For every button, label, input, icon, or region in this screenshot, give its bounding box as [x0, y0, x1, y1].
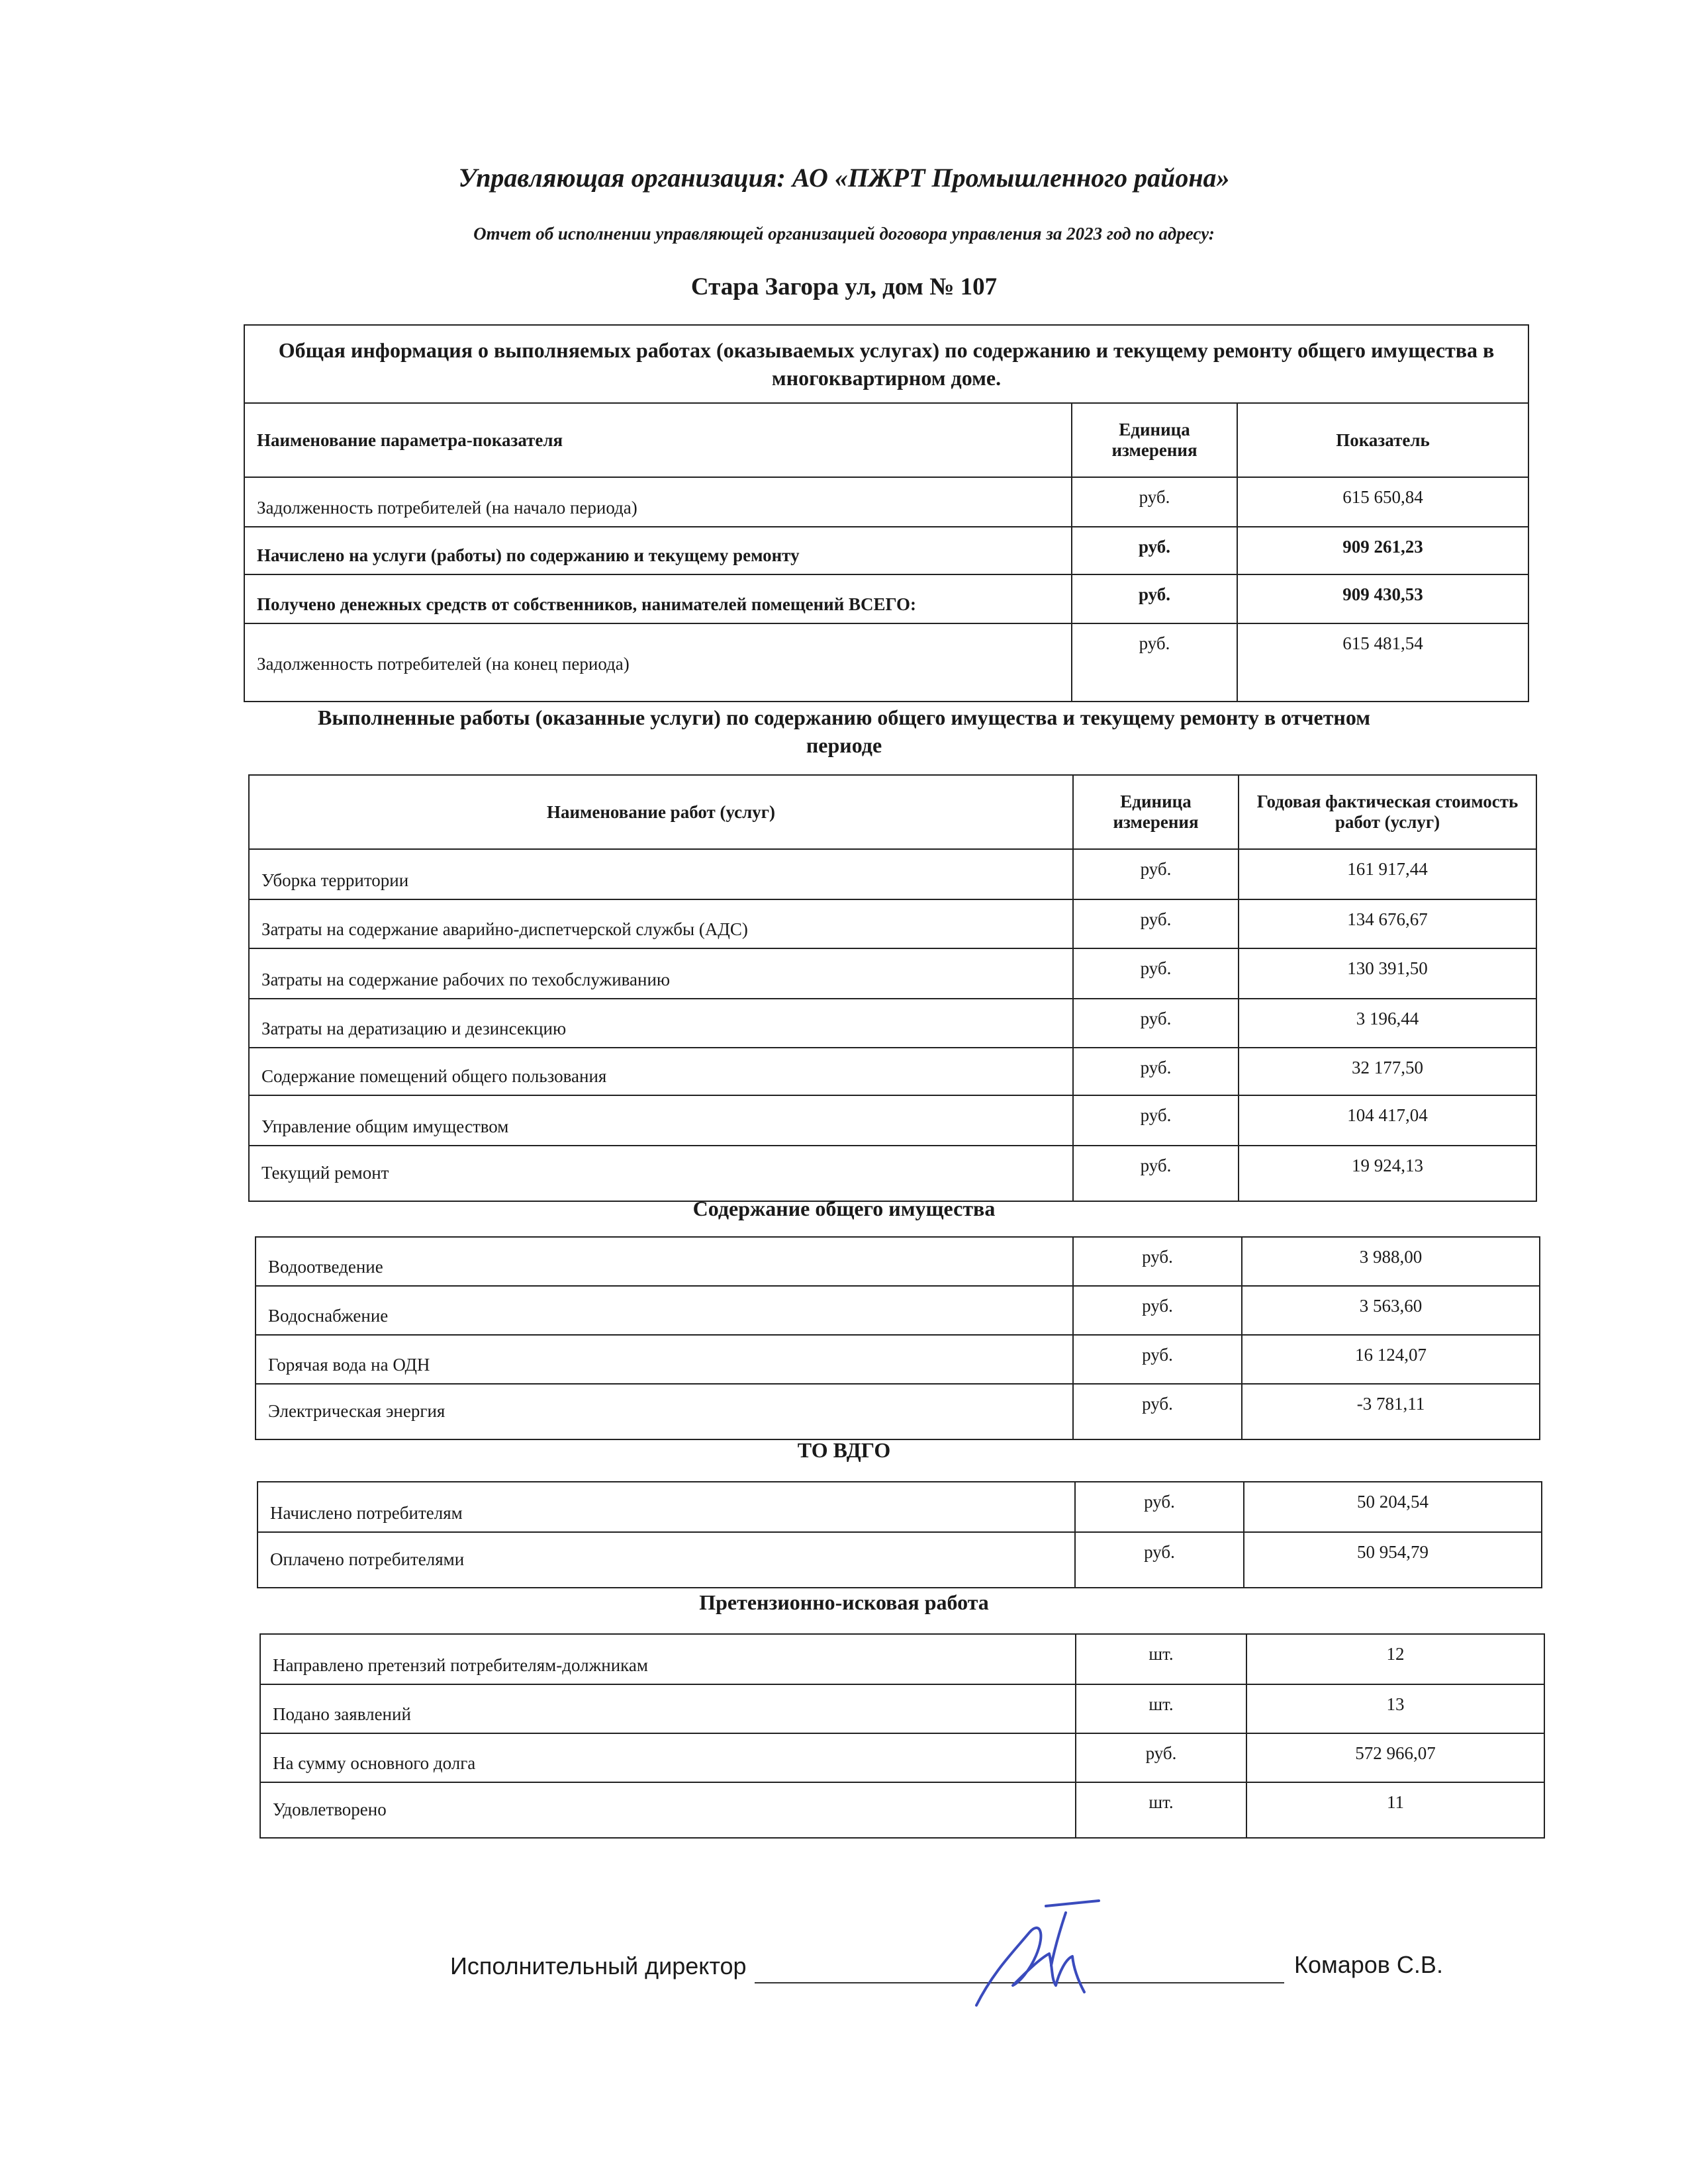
work-value: 32 177,50	[1239, 1048, 1536, 1095]
col-header-unit: Единица измерения	[1072, 403, 1237, 477]
works-col-header-name: Наименование работ (услуг)	[249, 775, 1073, 849]
common-property-name: Электрическая энергия	[256, 1384, 1073, 1439]
common-property-unit: руб.	[1073, 1237, 1242, 1286]
common-property-title: Содержание общего имущества	[692, 1197, 996, 1220]
common-property-unit: руб.	[1073, 1335, 1242, 1384]
row-name: Задолженность потребителей (на конец периода)	[244, 623, 1072, 702]
common-property-unit: руб.	[1073, 1286, 1242, 1335]
common-property-value: 16 124,07	[1242, 1335, 1540, 1384]
common-property-value: -3 781,11	[1242, 1384, 1540, 1439]
report-title: Отчет об исполнении управляющей организацией договора управления за 2023 год по адресу:	[473, 224, 1215, 244]
work-name: Затраты на содержание аварийно-диспетчерской службы (АДС)	[249, 899, 1073, 948]
signature-position: Исполнительный директор	[450, 1952, 747, 1979]
common-property-name: Горячая вода на ОДН	[256, 1335, 1073, 1384]
common-property-value: 3 563,60	[1242, 1286, 1540, 1335]
work-value: 104 417,04	[1239, 1095, 1536, 1146]
claim-name: Направлено претензий потребителям-должникам	[260, 1634, 1076, 1684]
common-property-name: Водоотведение	[256, 1237, 1073, 1286]
vdgo-value: 50 204,54	[1244, 1482, 1542, 1532]
work-unit: руб.	[1073, 1146, 1239, 1201]
work-value: 134 676,67	[1239, 899, 1536, 948]
row-unit: руб.	[1072, 477, 1237, 527]
general-info-caption: Общая информация о выполняемых работах (оказываемых услугах) по содержанию и текущему ремонту общего имущества в многоквартирном доме.	[244, 325, 1528, 403]
claim-name: Удовлетворено	[260, 1782, 1076, 1838]
claim-value: 572 966,07	[1246, 1733, 1544, 1782]
row-unit: руб.	[1072, 574, 1237, 623]
claim-unit: руб.	[1076, 1733, 1246, 1782]
work-value: 3 196,44	[1239, 999, 1536, 1048]
vdgo-title: ТО ВДГО	[797, 1438, 891, 1462]
work-value: 130 391,50	[1239, 948, 1536, 999]
works-col-header-value: Годовая фактическая стоимость работ (услуг)	[1239, 775, 1536, 849]
claim-unit: шт.	[1076, 1634, 1246, 1684]
vdgo-unit: руб.	[1075, 1482, 1244, 1532]
claim-unit: шт.	[1076, 1782, 1246, 1838]
work-name: Содержание помещений общего пользования	[249, 1048, 1073, 1095]
work-unit: руб.	[1073, 948, 1239, 999]
row-name: Задолженность потребителей (на начало периода)	[244, 477, 1072, 527]
common-property-name: Водоснабжение	[256, 1286, 1073, 1335]
claim-name: На сумму основного долга	[260, 1733, 1076, 1782]
row-value: 909 430,53	[1237, 574, 1528, 623]
row-name: Получено денежных средств от собственников, нанимателей помещений ВСЕГО:	[244, 574, 1072, 623]
handwritten-signature	[966, 1893, 1125, 2012]
vdgo-name: Оплачено потребителями	[258, 1532, 1075, 1588]
work-unit: руб.	[1073, 1048, 1239, 1095]
vdgo-table	[257, 1481, 1542, 1588]
row-name: Начислено на услуги (работы) по содержанию и текущему ремонту	[244, 527, 1072, 574]
work-unit: руб.	[1073, 1095, 1239, 1146]
row-value: 615 650,84	[1237, 477, 1528, 527]
works-title: Выполненные работы (оказанные услуги) по содержанию общего имущества и текущему ремонту в отчетном периоде	[317, 705, 1371, 757]
general-info-table	[244, 324, 1529, 702]
organization-title: Управляющая организация: АО «ПЖРТ Промышленного района»	[458, 163, 1230, 193]
vdgo-value: 50 954,79	[1244, 1532, 1542, 1588]
works-col-header-unit: Единица измерения	[1073, 775, 1239, 849]
work-name: Уборка территории	[249, 849, 1073, 899]
work-unit: руб.	[1073, 999, 1239, 1048]
work-name: Управление общим имуществом	[249, 1095, 1073, 1146]
common-property-unit: руб.	[1073, 1384, 1242, 1439]
col-header-value: Показатель	[1237, 403, 1528, 477]
claim-value: 13	[1246, 1684, 1544, 1733]
claim-name: Подано заявлений	[260, 1684, 1076, 1733]
claims-title: Претензионно-исковая работа	[699, 1590, 989, 1614]
work-unit: руб.	[1073, 899, 1239, 948]
vdgo-name: Начислено потребителям	[258, 1482, 1075, 1532]
work-name: Текущий ремонт	[249, 1146, 1073, 1201]
claim-value: 11	[1246, 1782, 1544, 1838]
claims-table	[259, 1633, 1545, 1839]
signatory-name: Комаров С.В.	[1294, 1951, 1443, 1978]
claim-value: 12	[1246, 1634, 1544, 1684]
row-unit: руб.	[1072, 623, 1237, 702]
work-name: Затраты на дератизацию и дезинсекцию	[249, 999, 1073, 1048]
works-table	[248, 774, 1537, 1202]
common-property-value: 3 988,00	[1242, 1237, 1540, 1286]
work-name: Затраты на содержание рабочих по техобслуживанию	[249, 948, 1073, 999]
work-value: 161 917,44	[1239, 849, 1536, 899]
row-unit: руб.	[1072, 527, 1237, 574]
address: Стара Загора ул, дом № 107	[690, 273, 998, 300]
row-value: 615 481,54	[1237, 623, 1528, 702]
row-value: 909 261,23	[1237, 527, 1528, 574]
work-unit: руб.	[1073, 849, 1239, 899]
vdgo-unit: руб.	[1075, 1532, 1244, 1588]
work-value: 19 924,13	[1239, 1146, 1536, 1201]
claim-unit: шт.	[1076, 1684, 1246, 1733]
common-property-table	[255, 1236, 1540, 1440]
col-header-name: Наименование параметра-показателя	[244, 403, 1072, 477]
